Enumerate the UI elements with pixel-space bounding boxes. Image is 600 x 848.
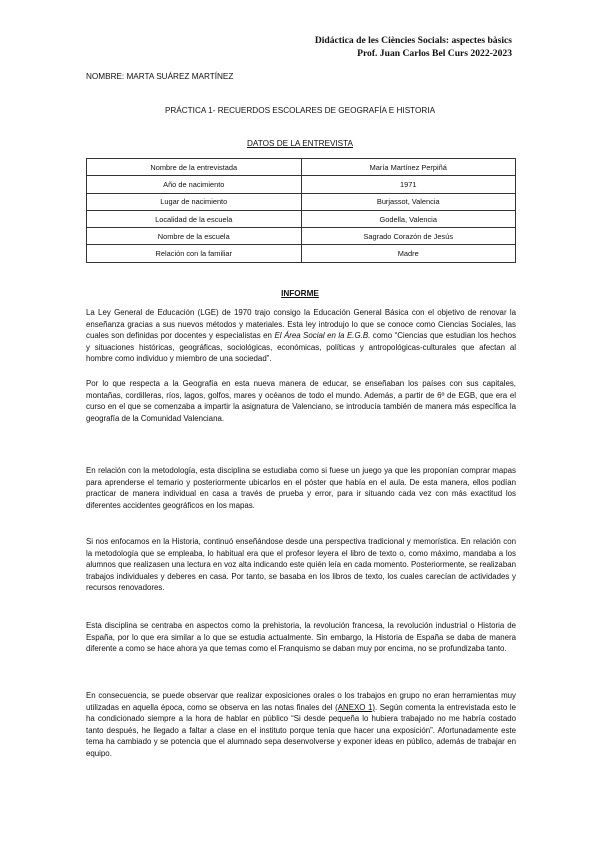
row-value: María Martínez Perpiñá (301, 159, 516, 176)
course-title: Didáctica de les Ciències Socials: aspectes bàsics (314, 35, 512, 46)
row-value: 1971 (301, 176, 516, 193)
paragraph-5: Esta disciplina se centraba en aspectos como la prehistoria, la revolución francesa, la revolución industrial o Historia de España, por lo que era similar a lo que se estudia actualmente. Sin embargo, la Historia de España se daba de manera diferente a como se hace ahora ya que temas como el Franquismo se daban muy por encima, no se profundizaba tanto. (86, 621, 516, 654)
table-row (87, 228, 516, 245)
row-label: Lugar de nacimiento (87, 193, 302, 210)
row-value: Burjassot, Valencia (301, 193, 516, 210)
row-label: Año de nacimiento (87, 176, 302, 193)
row-value: Madre (301, 245, 516, 262)
row-value: Sagrado Corazón de Jesús (301, 228, 516, 245)
paragraph-3: En relación con la metodología, esta disciplina se estudiaba como si fuese un juego ya que les proponían comprar mapas para aprenderse el temario y posteriormente ubicarlos en el póster que había en el aula. De esta manera, ellos podían practicar de manera individual en casa a través de prueba y error, para ir situando cada vez con más exactitud los diferentes accidentes geográficos en los mapas. (86, 466, 516, 510)
document-header (315, 34, 512, 60)
interview-section-title: DATOS DE LA ENTREVISTA (246, 139, 353, 148)
paragraph-2: Por lo que respecta a la Geografía en esta nueva manera de educar, se enseñaban los países con sus capitales, montañas, cordilleras, ríos, lagos, golfos, mares y océanos de todo el mundo. Además, a partir de 6º de EGB, que era el curso en el que se comenzaba a impartir la asignatura de Valenciano, se introducía también de manera más específica la geografía de la Comunidad Valenciana. (86, 379, 516, 423)
paragraph-4: Si nos enfocamos en la Historia, continuó enseñándose desde una perspectiva tradicional y memorística. En relación con la metodología que se empleaba, lo habitual era que el profesor leyera el libro de texto o, como máximo, mandaba a los alumnos que realizasen una lectura en voz alta indicando este quién leía en cada momento. Posteriormente, se realizaban trabajos individuales y deberes en casa. Por tanto, se basaba en los libros de texto, los cuales carecían de actividades y recursos renovadores. (86, 537, 516, 593)
annex-link[interactable]: (ANEXO 1) (335, 702, 375, 712)
table-row (87, 245, 516, 262)
table-row (87, 159, 516, 176)
row-value: Godella, Valencia (301, 210, 516, 227)
report-title: INFORME (281, 289, 319, 298)
table-row (87, 193, 516, 210)
practice-title: PRÁCTICA 1- RECUERDOS ESCOLARES DE GEOGRAFÍA E HISTORIA (164, 106, 436, 115)
paragraph-6: En consecuencia, se puede observar que realizar exposiciones orales o los trabajos en grupo no eran herramientas muy utilizadas en aquella época, como se observa en las notas finales del (ANEXO 1). Según comenta la entrevistada esto le ha condicionado siempre a la hora de hablar en público “Si desde pequeña lo hubiera trabajado no me habría costado tanto después, he llegado a faltar a clase en el instituto porque tenía que hacer una exposición”. Afortunadamente este tema ha cambiado y se potencia que el alumnado sepa desenvolverse y exponer ideas en público, además de trabajar en equipo. (86, 691, 517, 758)
book-title: El Área Social en la E.G.B. (274, 331, 371, 341)
row-label: Nombre de la escuela (87, 228, 302, 245)
interview-data-table (86, 158, 516, 263)
row-label: Nombre de la entrevistada (87, 159, 302, 176)
row-label: Relación con la familiar (87, 245, 302, 262)
row-label: Localidad de la escuela (87, 210, 302, 227)
table-row (87, 176, 516, 193)
student-name: NOMBRE: MARTA SUÁREZ MARTÍNEZ (86, 72, 234, 81)
paragraph-1: La Ley General de Educación (LGE) de 1970 trajo consigo la Educación General Básica con el objetivo de renovar la enseñanza gracias a sus nuevos métodos y materiales. Esta ley introdujo lo que se conoce como Ciencias Sociales, las cuales son definidas por docentes y especialistas en El Área Social en la E.G.B. como “Ciencias que estudian los hechos y situaciones históricas, geográficas, sociológicas, económicas, políticas y antropológicas-culturales que afectan al hombre como individuo y miembro de una sociedad”. (86, 308, 517, 364)
professor-course: Prof. Juan Carlos Bel Curs 2022-2023 (357, 48, 512, 59)
table-row (87, 210, 516, 227)
